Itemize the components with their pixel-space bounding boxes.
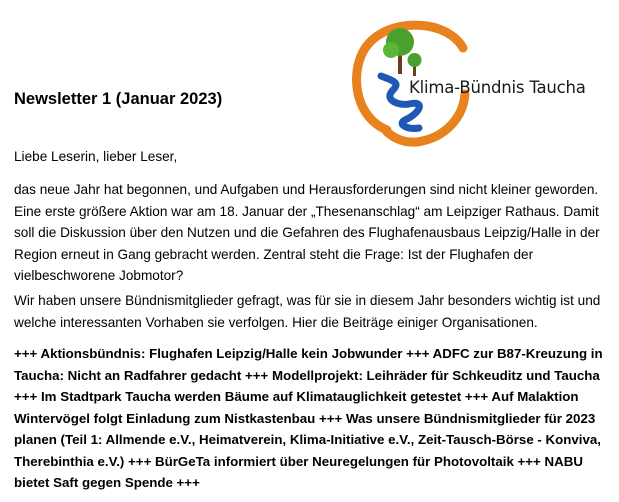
intro-paragraph: das neue Jahr hat begonnen, und Aufgaben und Herausforderungen sind nicht kleiner geworden. Eine erste größere Aktion war am 18. Januar der „Thesenanschlag“ am Leipziger Rathaus. Damit soll die Diskussion über den Nutzen und die Gefahren des Flughafenausbaus Leipzig/Halle in der Region erneut in Gang gebracht werden. Zentral steht die Frage: Ist der Flughafen der vielbeschworene Jobmotor? xyxy=(14,182,600,283)
klima-buendnis-logo xyxy=(347,18,597,148)
salutation: Liebe Leserin, lieber Leser, xyxy=(14,149,178,164)
logo-text: Klima-Bündnis Taucha xyxy=(409,78,586,97)
survey-paragraph: Wir haben unsere Bündnismitglieder gefragt, was für sie in diesem Jahr besonders wichtig ist und welche interessanten Vorhaben sie verfolgen. Hier die Beiträge einiger Organisationen. xyxy=(14,293,601,330)
headlines-ticker: +++ Aktionsbündnis: Flughafen Leipzig/Halle kein Jobwunder +++ ADFC zur B87-Kreuzung in Taucha: Nicht an Radfahrer gedacht +++ Modellprojekt: Leihräder für Schkeuditz und Taucha +++ Im Stadtpark Taucha werden Bäume auf Klimatauglichkeit getestet +++ Auf Malaktion Wintervögel folgt Einladung zum Nistkastenbau +++ Was unsere Bündnismitglieder für 2023 planen (Teil 1: Allmende e.V., Heimatverein, Klima-Initiative e.V., Zeit-Tausch-Börse - Konviva, Therebinthia e.V.) +++ BürGeTa informiert über Neuregelungen für Photovoltaik +++ NABU bietet Saft gegen Spende +++ xyxy=(14,346,603,490)
newsletter-title: Newsletter 1 (Januar 2023) xyxy=(14,90,223,108)
